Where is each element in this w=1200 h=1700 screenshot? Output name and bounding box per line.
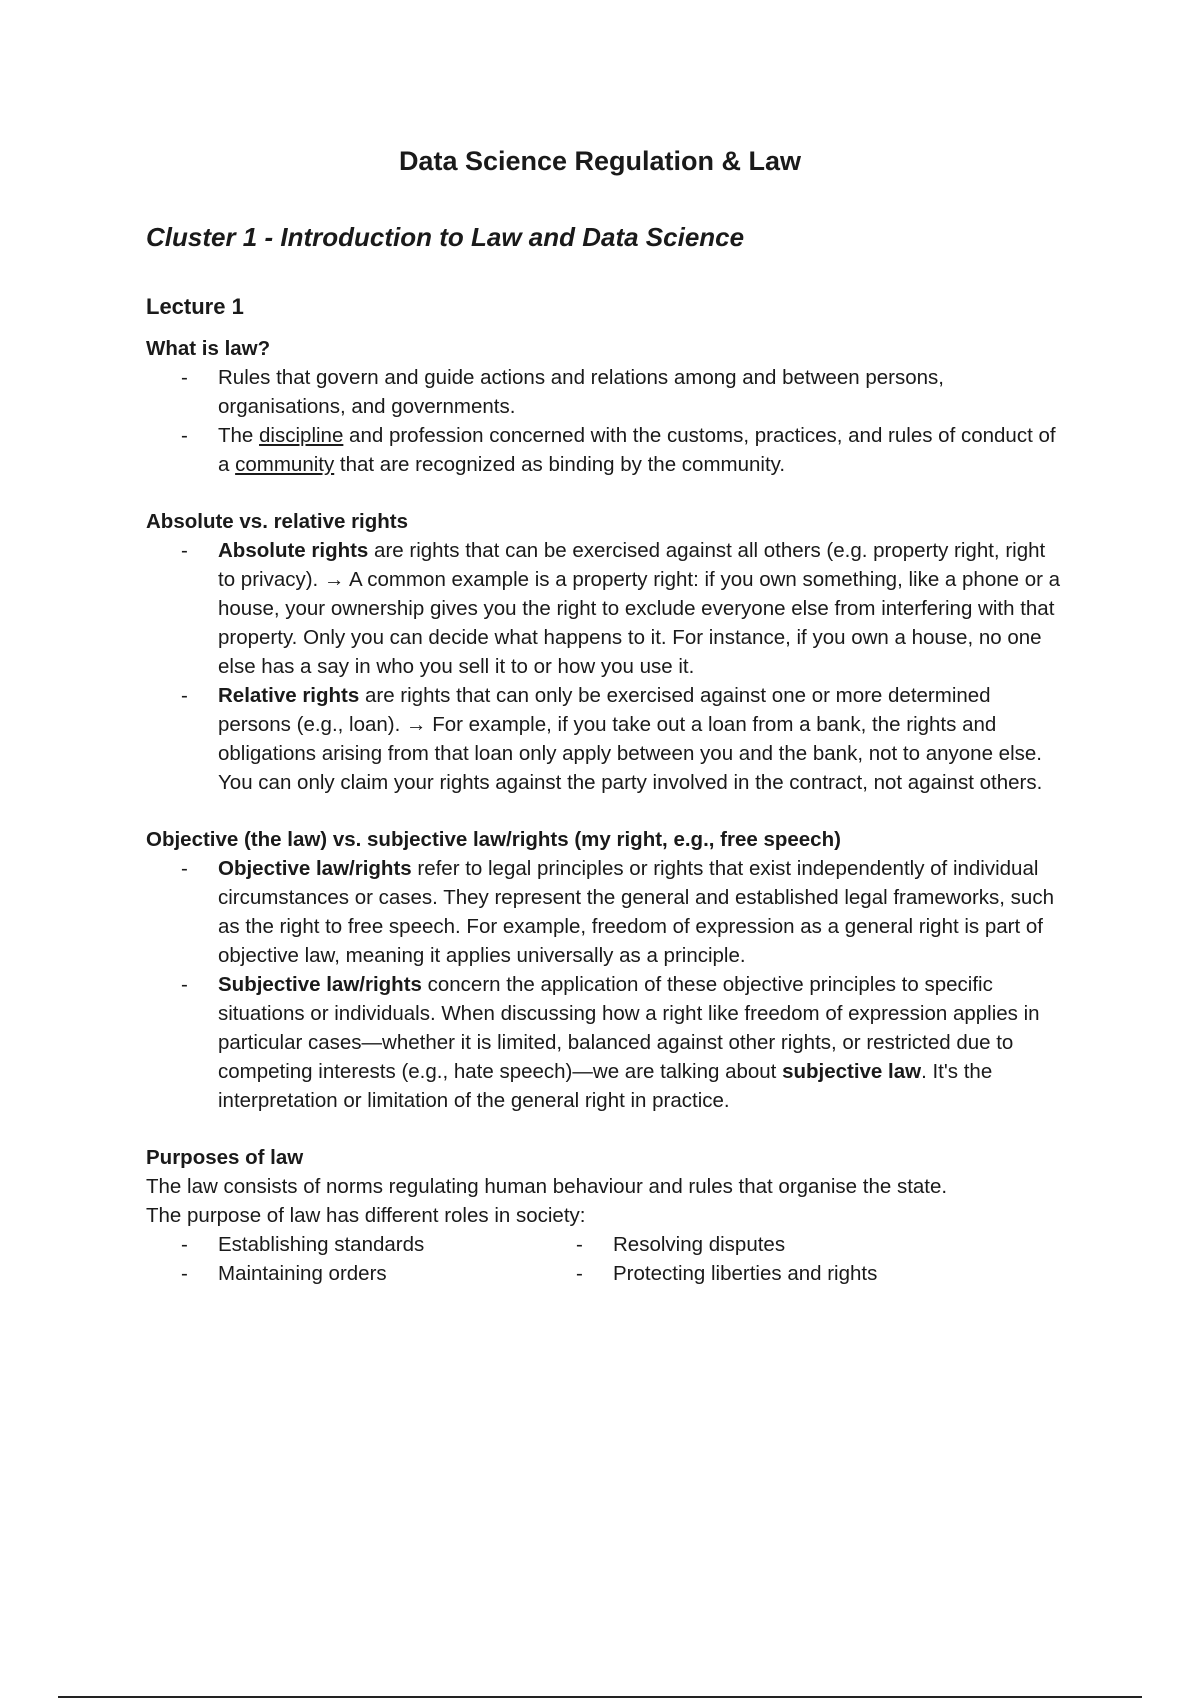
section-heading: Absolute vs. relative rights [146,510,409,533]
document-body [146,292,1066,1316]
list-item-text: are rights that can be exercised against all others (e.g. property right, right to privacy). → A common example is a property right: if you own something, like a phone or a house, your ownership gives you the right to exclude everyone else from interfering with that property. Only you can decide what happens to it. For instance, if you own a house, no one else has a say in who you sell it to or how you use it. [218,539,1061,678]
section-absolute-relative-rights [146,507,1066,797]
list-item-text: . It's the interpretation or limitation of the general right in practice. [218,1060,993,1112]
page-bottom-rule [58,1696,1142,1698]
section-purposes-of-law [146,1143,1066,1288]
lecture-title: Lecture 1 [146,294,244,319]
bullet-list-right [541,1230,1013,1288]
list-item [218,363,1066,421]
bold-term: Relative rights [218,684,360,707]
list-item-text: Rules that govern and guide actions and relations among and between persons, organisations, and governments. [218,366,944,418]
bold-term: Subjective law/rights [218,973,422,996]
list-item [218,854,1066,970]
list-item [218,421,1066,479]
list-item-text: The [218,424,260,447]
underlined-term-discipline: discipline [259,424,344,447]
bold-term: Objective law/rights [218,857,412,880]
paragraph: The law consists of norms regulating human behaviour and rules that organise the state. [146,1175,948,1198]
section-heading: What is law? [146,337,271,360]
bullet-list [146,536,1066,797]
cluster-title: Cluster 1 - Introduction to Law and Data Science [146,222,745,252]
bullet-list [146,363,1066,479]
bullet-list [146,854,1066,1115]
section-heading: Purposes of law [146,1146,304,1169]
section-what-is-law [146,334,1066,479]
underlined-term-community: community [235,453,335,476]
list-item-text: refer to legal principles or rights that exist independently of individual circumstances or cases. They represent the general and established legal frameworks, such as the right to free speech. For example, freedom of expression as a general right is part of objective law, meaning it applies universally as a principle. [218,857,1054,967]
list-item-text: concern the application of these objective principles to specific situations or individuals. When discussing how a right like freedom of expression applies in particular cases—whether it is limited, balanced against other rights, or restricted due to competing interests (e.g., hate speech)—we are talking about [218,973,1040,1083]
list-item [218,536,1066,681]
list-item-text: that are recognized as binding by the community. [334,453,786,476]
list-item: - Establishing standards [218,1230,541,1259]
section-objective-subjective [146,825,1066,1115]
bullet-list-left [146,1230,541,1288]
section-heading: Objective (the law) vs. subjective law/rights (my right, e.g., free speech) [146,828,841,851]
paragraph: The purpose of law has different roles in society: [146,1204,586,1227]
list-item: - Protecting liberties and rights [613,1259,1013,1288]
purposes-columns [146,1230,1066,1288]
list-item: - Resolving disputes [613,1230,1013,1259]
list-item-text: and profession concerned with the customs, practices, and rules of conduct of a [218,424,1056,476]
list-item [218,970,1066,1115]
bold-term: Absolute rights [218,539,369,562]
document-title: Data Science Regulation & Law [398,146,802,176]
list-item [218,681,1066,797]
list-item-text: are rights that can only be exercised against one or more determined persons (e.g., loan). → For example, if you take out a loan from a bank, the rights and obligations arising from that loan only apply between you and the bank, not to anyone else. You can only claim your rights against the party involved in the contract, not against others. [218,684,1043,794]
list-item: - Maintaining orders [218,1259,541,1288]
bold-term: subjective law [782,1060,922,1083]
